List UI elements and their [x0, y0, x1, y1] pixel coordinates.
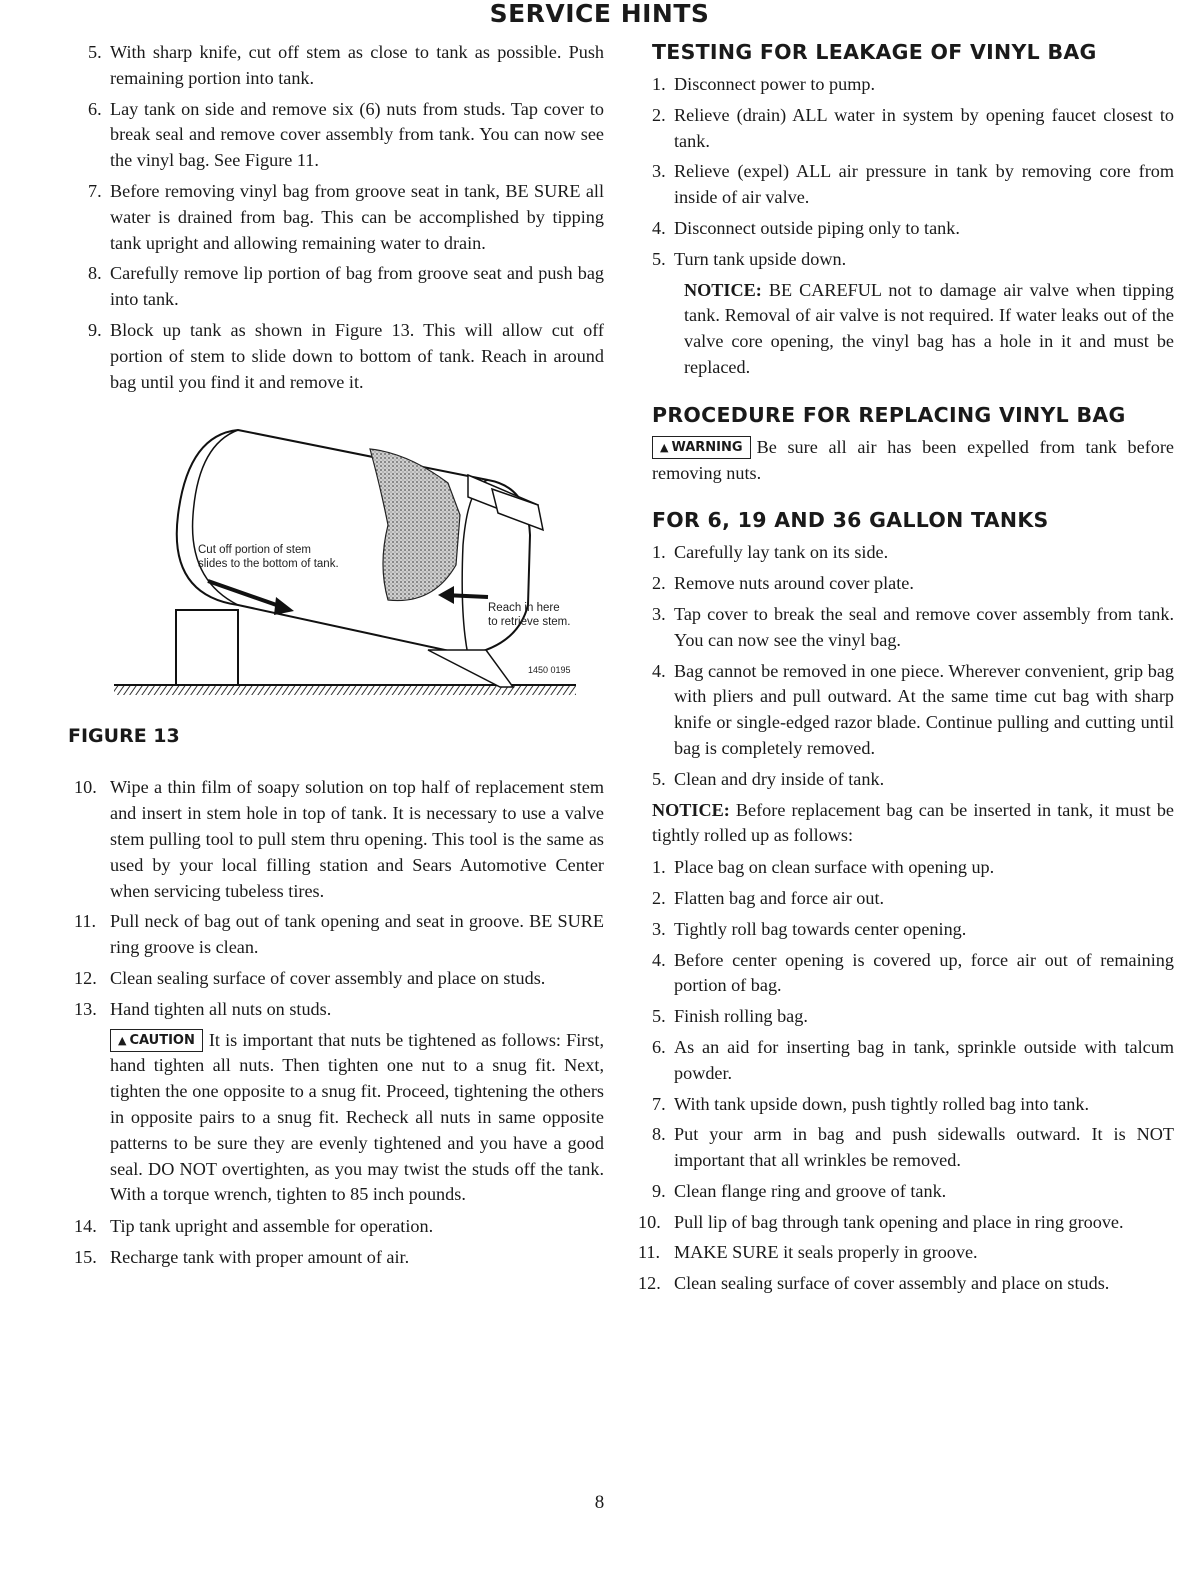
list-item	[652, 602, 1174, 654]
list-item	[652, 159, 1174, 211]
list-item-text: Pull neck of bag out of tank opening and seat in groove. BE SURE ring groove is clean.	[110, 911, 604, 958]
list-item-text: With tank upside down, push tightly rolled bag into tank.	[674, 1093, 1090, 1114]
roll-steps	[638, 855, 1174, 1297]
steps-list-c	[74, 1214, 604, 1271]
list-item	[652, 571, 1174, 597]
list-item-number: 3.	[652, 918, 666, 939]
list-item	[652, 1092, 1174, 1118]
list-item-text: Block up tank as shown in Figure 13. This will allow cut off portion of stem to slide down to bottom of tank. Reach in around bag until you find it and remove it.	[110, 319, 604, 392]
list-item-text: Relieve (drain) ALL water in system by opening faucet closest to tank.	[674, 104, 1174, 151]
list-item-text: Relieve (expel) ALL air pressure in tank by removing core from inside of air valve.	[674, 161, 1174, 208]
list-item	[88, 318, 604, 395]
leak-notice: NOTICE: BE CAREFUL not to damage air valve when tipping tank. Removal of air valve is not required. If water leaks out of the valve core opening, the vinyl bag has a hole in it and must be replaced.	[684, 279, 1175, 377]
list-item-number: 13.	[74, 998, 97, 1019]
list-item	[88, 179, 604, 256]
list-item	[74, 966, 604, 992]
figure-13-illustration	[88, 405, 604, 705]
list-item-number: 3.	[652, 161, 666, 182]
list-item	[652, 247, 1174, 273]
warning-badge: ▲ WARNING	[652, 436, 751, 459]
list-item-number: 2.	[652, 887, 666, 908]
list-item	[88, 40, 604, 92]
warning-triangle-icon: ▲	[118, 1033, 127, 1047]
list-item-number: 4.	[652, 217, 666, 238]
list-item-text: Tap cover to break the seal and remove cover assembly from tank. You can now see the vinyl bag.	[674, 603, 1174, 650]
list-item-text: Disconnect power to pump.	[674, 74, 876, 94]
list-item-number: 1.	[652, 74, 666, 94]
list-item-number: 8.	[652, 1124, 666, 1145]
list-item-text: Disconnect outside piping only to tank.	[674, 217, 960, 238]
page-title: SERVICE HINTS	[489, 0, 710, 28]
list-item-text: Tip tank upright and assemble for operation.	[110, 1216, 434, 1237]
list-item-text: As an aid for inserting bag in tank, sprinkle outside with talcum powder.	[674, 1036, 1174, 1083]
warning-paragraph: ▲ WARNING Be sure all air has been expelled from tank before removing nuts.	[652, 436, 1174, 483]
list-item	[74, 909, 604, 961]
callout-stem-1: Cut off portion of stem	[198, 544, 311, 557]
list-item	[652, 1122, 1174, 1174]
list-item-text: Put your arm in bag and push sidewalls outward. It is NOT important that all wrinkles be removed.	[674, 1124, 1174, 1171]
list-item	[638, 1210, 1174, 1236]
list-item-number: 8.	[88, 263, 102, 284]
list-item-text: Finish rolling bag.	[674, 1006, 808, 1027]
list-item	[652, 767, 1174, 793]
list-item-text: Carefully remove lip portion of bag from groove seat and push bag into tank.	[110, 263, 604, 310]
list-item	[74, 997, 604, 1023]
list-item-text: With sharp knife, cut off stem as close to tank as possible. Push remaining portion into tank.	[110, 42, 604, 88]
list-item	[74, 1245, 604, 1271]
figure-code: 1450 0195	[528, 665, 571, 676]
list-item	[652, 1035, 1174, 1087]
list-item-number: 1.	[652, 542, 666, 563]
list-item	[652, 886, 1174, 912]
leak-heading: TESTING FOR LEAKAGE OF VINYL BAG	[652, 40, 1097, 64]
list-item	[652, 659, 1174, 762]
list-item-number: 9.	[652, 1180, 666, 1201]
callout-reach-2: to retrieve stem.	[488, 616, 571, 629]
list-item-number: 2.	[652, 104, 666, 125]
list-item	[74, 775, 604, 904]
list-item-text: Hand tighten all nuts on studs.	[110, 998, 332, 1019]
list-item-text: Flatten bag and force air out.	[674, 887, 885, 908]
list-item-text: Clean sealing surface of cover assembly and place on studs.	[674, 1273, 1110, 1294]
list-item-number: 5.	[88, 42, 102, 62]
list-item	[652, 917, 1174, 943]
list-item-number: 6.	[88, 98, 102, 119]
list-item-text: Remove nuts around cover plate.	[674, 573, 914, 594]
list-item-number: 11.	[638, 1242, 661, 1263]
list-item-text: Before removing vinyl bag from groove seat in tank, BE SURE all water is drained from bag. This can be accomplished by tipping tank upright and allowing remaining water to drain.	[110, 180, 604, 253]
list-item-text: Lay tank on side and remove six (6) nuts from studs. Tap cover to break seal and remove cover assembly from tank. You can now see the vinyl bag. See Figure 11.	[110, 98, 604, 171]
list-item	[638, 1240, 1174, 1266]
list-item-number: 10.	[638, 1211, 661, 1232]
list-item	[74, 1214, 604, 1240]
list-item-number: 4.	[652, 949, 666, 970]
list-item-text: Wipe a thin film of soapy solution on top half of replacement stem and insert in stem hole in top of tank. It is necessary to use a valve stem pulling tool to pull stem thru opening. This tool is the same as used by your local filling station and Sears Automotive Center when servicing tubeless tires.	[110, 777, 604, 901]
list-item-number: 9.	[88, 319, 102, 340]
list-item	[652, 948, 1174, 1000]
list-item-text: Clean and dry inside of tank.	[674, 768, 885, 789]
list-item-number: 7.	[88, 180, 102, 201]
tank-steps	[652, 540, 1174, 792]
list-item-text: Before center opening is covered up, force air out of remaining portion of bag.	[674, 949, 1174, 996]
figure-label: FIGURE 13	[68, 725, 180, 748]
list-item-text: Clean flange ring and groove of tank.	[674, 1180, 947, 1201]
page-number: 8	[594, 1492, 605, 1513]
list-item-text: Place bag on clean surface with opening up.	[674, 857, 995, 878]
list-item-number: 14.	[74, 1216, 97, 1237]
list-item-number: 10.	[74, 777, 97, 798]
list-item-number: 2.	[652, 573, 666, 594]
roll-notice: NOTICE: Before replacement bag can be inserted in tank, it must be tightly rolled up as follows:	[652, 799, 1175, 846]
steps-list-b	[74, 775, 604, 1022]
list-item	[652, 1004, 1174, 1030]
list-item-text: Carefully lay tank on its side.	[674, 542, 889, 563]
caution-badge: ▲ CAUTION	[110, 1029, 203, 1052]
list-item-number: 4.	[652, 660, 666, 681]
list-item	[652, 103, 1174, 155]
list-item-number: 11.	[74, 911, 97, 932]
list-item	[88, 97, 604, 174]
tank-illustration	[88, 405, 604, 705]
support-block	[176, 610, 238, 685]
list-item-text: Recharge tank with proper amount of air.	[110, 1246, 410, 1267]
list-item-number: 5.	[652, 1006, 666, 1027]
leak-steps	[652, 72, 1174, 273]
tanks-heading: FOR 6, 19 AND 36 GALLON TANKS	[652, 508, 1049, 533]
list-item-text: Turn tank upside down.	[674, 248, 847, 269]
list-item-number: 12.	[74, 967, 97, 988]
list-item	[88, 261, 604, 313]
list-item	[652, 72, 1174, 98]
right-column	[638, 40, 1175, 1302]
list-item-number: 1.	[652, 857, 666, 878]
list-item-text: MAKE SURE it seals properly in groove.	[674, 1242, 978, 1263]
list-item-number: 6.	[652, 1036, 666, 1057]
list-item-text: Clean sealing surface of cover assembly and place on studs.	[110, 967, 546, 988]
list-item	[638, 1271, 1174, 1297]
list-item-text: Tightly roll bag towards center opening.	[674, 918, 967, 939]
list-item-number: 3.	[652, 603, 666, 624]
list-item-number: 12.	[638, 1273, 661, 1294]
list-item-number: 5.	[652, 768, 666, 789]
left-column	[68, 40, 604, 1276]
list-item-text: Pull lip of bag through tank opening and place in ring groove.	[674, 1211, 1124, 1232]
list-item	[652, 855, 1174, 881]
list-item	[652, 216, 1174, 242]
replace-heading: PROCEDURE FOR REPLACING VINYL BAG	[652, 402, 1126, 427]
steps-list-a	[88, 40, 604, 395]
list-item-number: 5.	[652, 248, 666, 269]
list-item	[652, 1179, 1174, 1205]
callout-stem-2: slides to the bottom of tank.	[198, 558, 339, 571]
caution-paragraph: ▲ CAUTION It is important that nuts be tightened as follows: First, hand tighten all nuts. Then tighten one nut to a snug fit. Next, tighten the one opposite to a snug fit. Proceed, tightening the others in opposite pairs to a snug fit. Recheck all nuts in same opposite patterns to be sure they are evenly tightened and you have a good seal. DO NOT overtighten, as you may twist the studs off the tank. With a torque wrench, tighten to 85 inch pounds.	[110, 1029, 604, 1205]
list-item-number: 15.	[74, 1246, 97, 1267]
callout-reach-1: Reach in here	[488, 602, 560, 615]
list-item	[652, 540, 1174, 566]
list-item-text: Bag cannot be removed in one piece. Wherever convenient, grip bag with pliers and pull outward. At the same time cut bag with sharp knife or single-edged razor blade. Continue pulling and cutting until bag is completely removed.	[674, 660, 1174, 758]
list-item-number: 7.	[652, 1093, 666, 1114]
warning-triangle-icon: ▲	[660, 440, 669, 454]
